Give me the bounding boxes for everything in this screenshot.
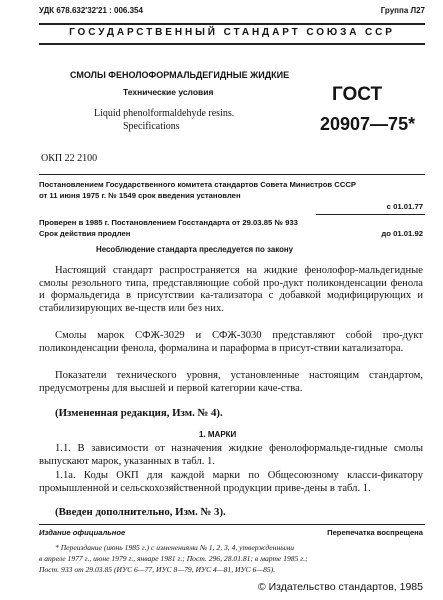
footer-rule xyxy=(39,524,425,525)
title-ru: СМОЛЫ ФЕНОЛОФОРМАЛЬДЕГИДНЫЕ ЖИДКИЕ xyxy=(70,70,290,80)
decree-line4: Срок действия продлен xyxy=(39,229,131,238)
decree-rule-top xyxy=(39,174,425,175)
section-title-grades: 1. МАРКИ xyxy=(199,430,237,439)
decree-line3: Проверен в 1985 г. Постановлением Госстандарта от 29.03.85 № 933 xyxy=(39,218,298,227)
group-code: Группа Л27 xyxy=(380,6,425,15)
decree-date-start: с 01.01.77 xyxy=(386,202,423,211)
gost-label: ГОСТ xyxy=(332,84,383,105)
reprint-note-line1: * Переиздание (июнь 1985 г.) с изменениями № 1, 2, 3, 4, утвержденными xyxy=(55,543,295,552)
title-en-line2: Specifications xyxy=(123,121,180,132)
title-en-line1: Liquid phenolformaldehyde resins. xyxy=(94,108,235,119)
reprint-note-line2: в апреле 1977 г., июне 1979 г., январе 1981 г.; Пост. 296, 28.01.81; в марте 1985 г.; xyxy=(39,554,308,563)
reprint-forbidden: Перепечатка воспрещена xyxy=(327,528,423,537)
gost-number: 20907—75* xyxy=(320,114,416,134)
standard-banner: ГОСУДАРСТВЕННЫЙ СТАНДАРТ СОЮЗА ССР xyxy=(69,27,395,38)
amendment-note-4: (Измененная редакция, Изм. № 4). xyxy=(55,407,223,419)
paragraph-scope: Настоящий стандарт распространяется на жидкие фенолофор-мальдегидные смолы резольного типа, представляющие собой про-дукт поликонденсации фенола и формальдегида в присутствии ка-тализатора с добавкой модифицирующих и стабилизирующих ве-ществ или без них. xyxy=(39,265,423,314)
decree-date-rule xyxy=(316,214,425,215)
header-rule-top xyxy=(39,23,425,25)
amendment-note-3: (Введен дополнительно, Изм. № 3). xyxy=(55,506,226,518)
okp-code: ОКП 22 2100 xyxy=(41,153,98,164)
decree-line2: от 11 июня 1975 г. № 1549 срок введения установлен xyxy=(39,191,241,200)
header-rule-bottom xyxy=(39,43,425,45)
copyright: © Издательство стандартов, 1985 xyxy=(257,581,423,593)
title-ru-sub: Технические условия xyxy=(123,87,214,97)
clause-1-1: 1.1. В зависимости от назначения жидкие фенолоформальде-гидные смолы выпускают марок, указанных в табл. 1. xyxy=(39,443,423,467)
law-warning: Несоблюдение стандарта преследуется по закону xyxy=(96,245,294,254)
reprint-note-line3: Пост. 933 от 29.03.85 (ИУС 6—77, ИУС 8—79, ИУС 4—81, ИУС 6—85). xyxy=(39,565,276,574)
decree-line1: Постановлением Государственного комитета стандартов Совета Министров СССР xyxy=(39,180,357,189)
paragraph-grades: Смолы марок СФЖ-3029 и СФЖ-3030 представляют собой про-дукт поликонденсации фенола, формалина и параформа в присут-ствии катализатора. xyxy=(39,330,423,354)
paragraph-quality: Показатели технического уровня, установленные настоящим стандартом, предусмотрены для высшей и первой категории каче-ства. xyxy=(39,370,423,394)
decree-date-end: до 01.01.92 xyxy=(381,229,423,238)
clause-1-1a: 1.1а. Коды ОКП для каждой марки по Общесоюзному класси-фикатору промышленной и сельскохозяйственной продукции приве-дены в табл. 1. xyxy=(39,470,423,494)
official-edition: Издание официальное xyxy=(39,528,126,537)
udk-code: УДК 678.632'32'21 : 006.354 xyxy=(39,6,143,15)
